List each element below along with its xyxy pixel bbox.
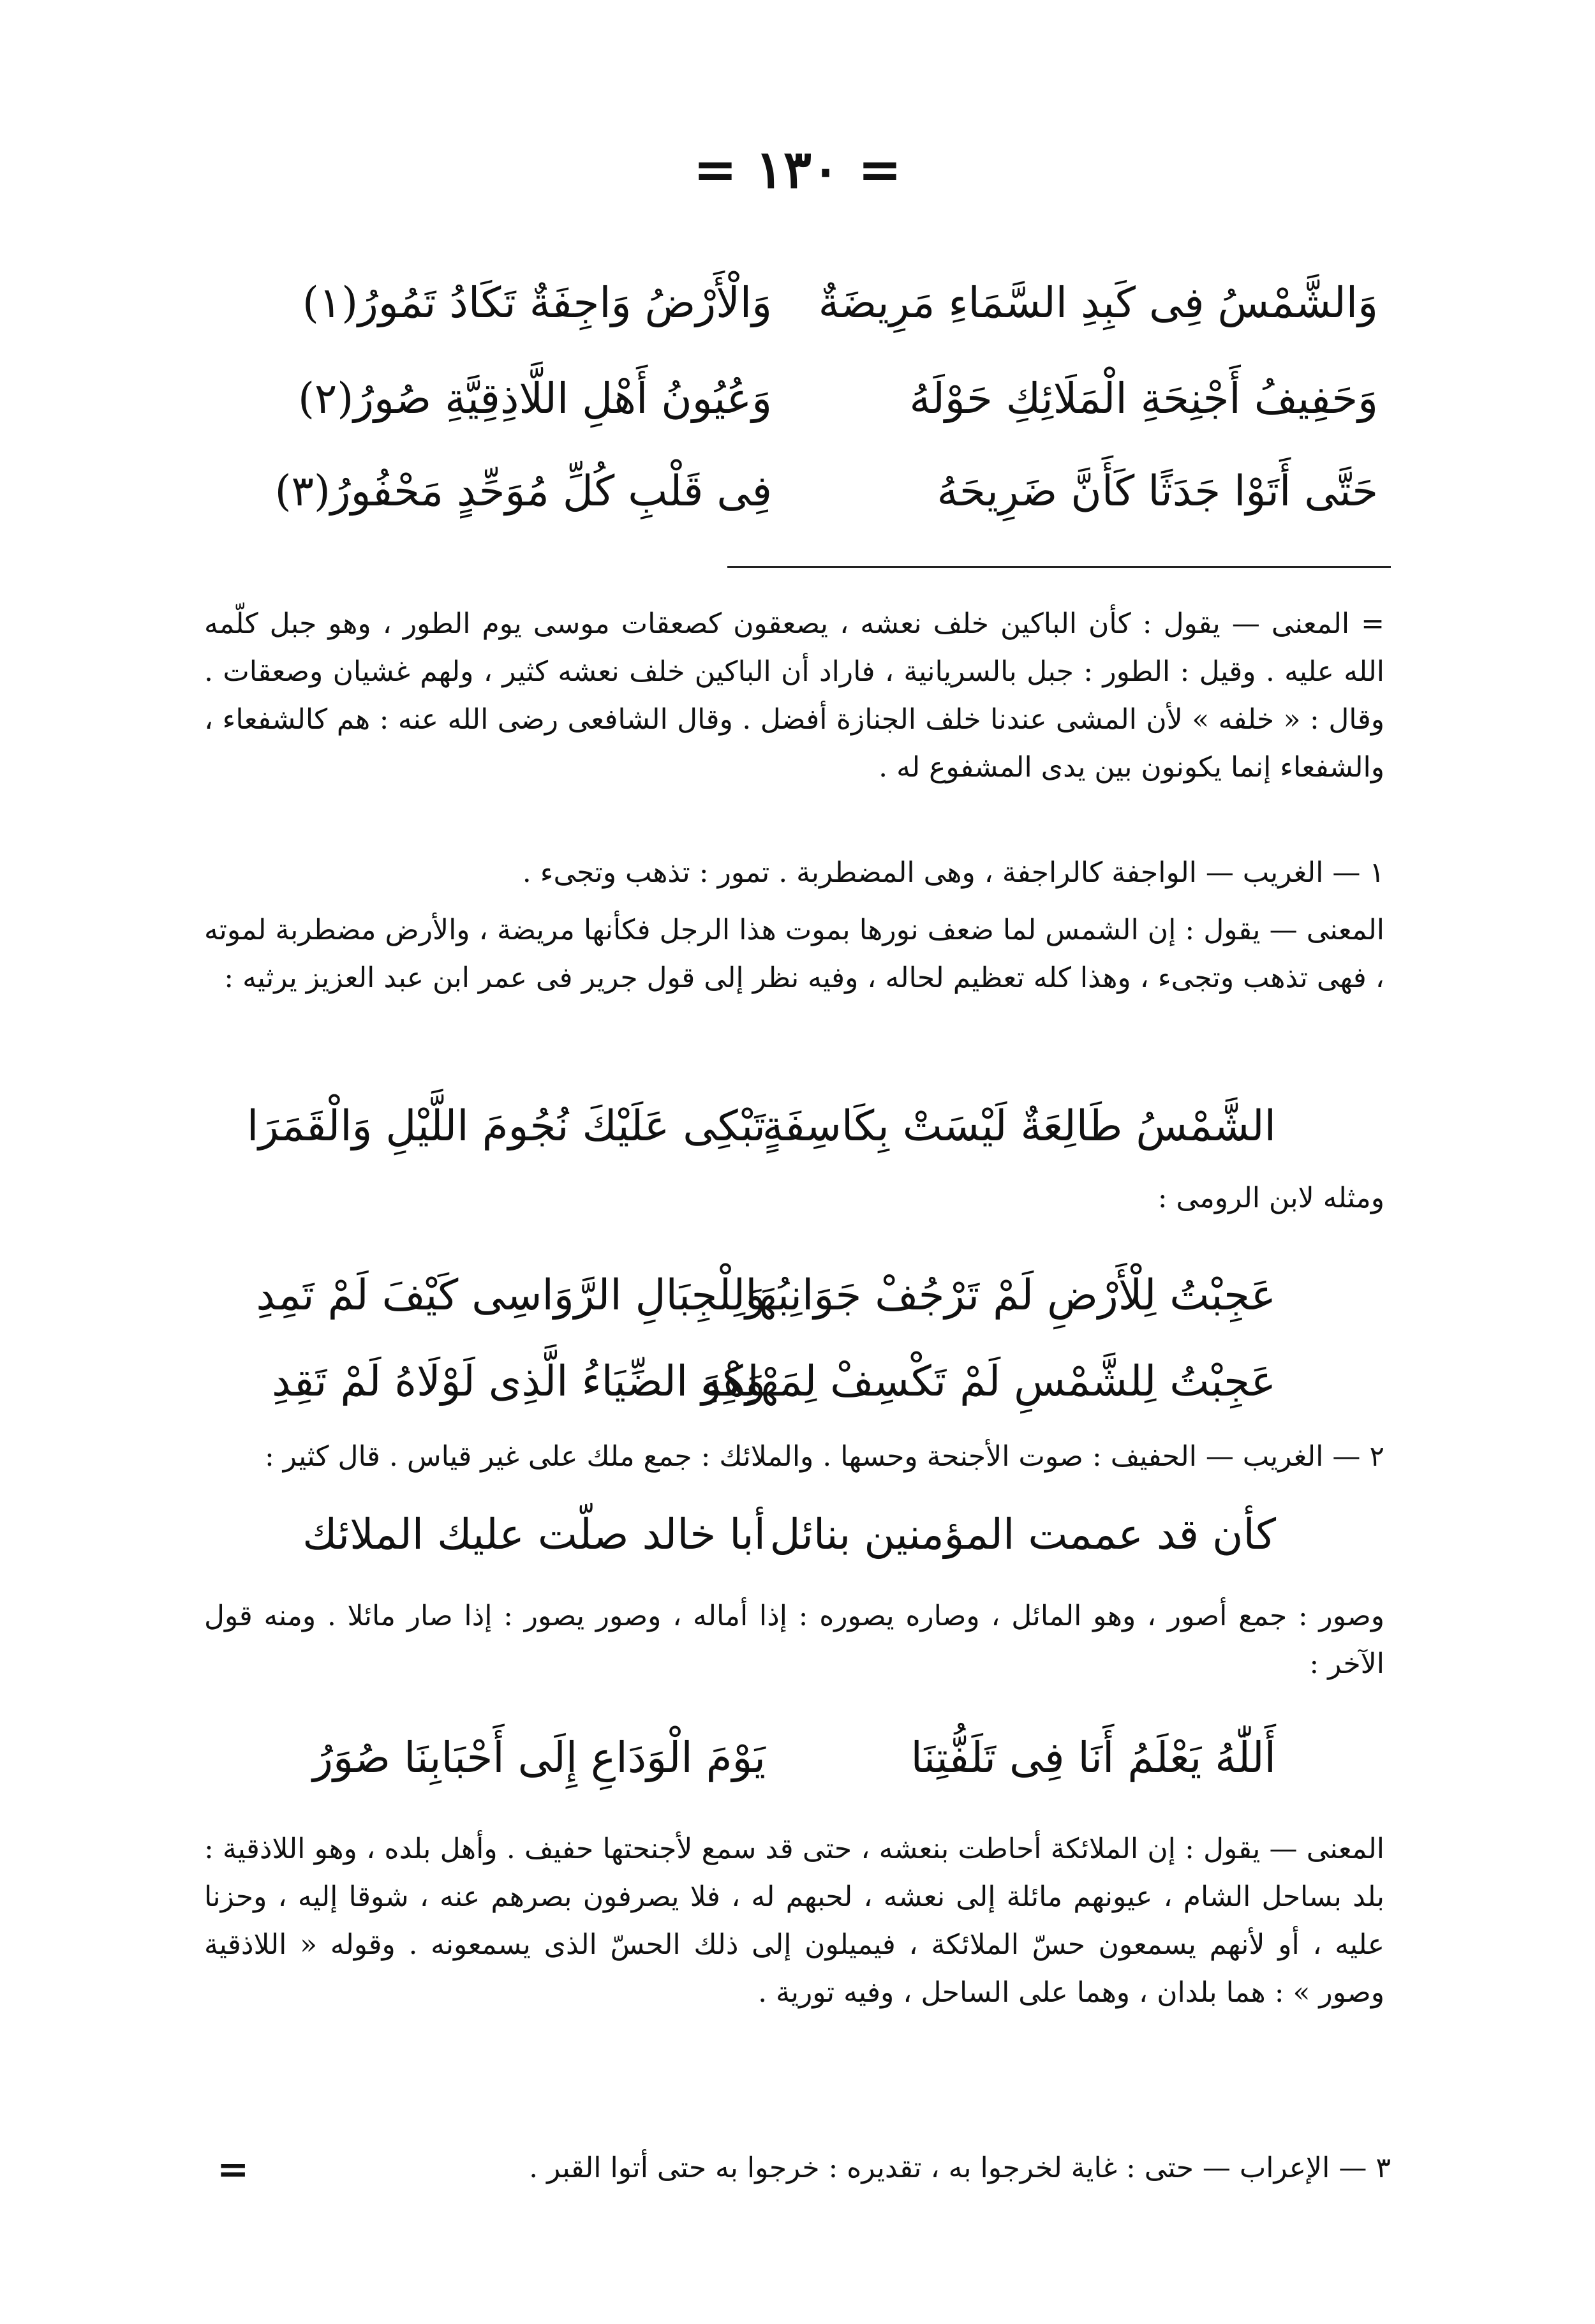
hemistich-second: تَبْكِى عَلَيْكَ نُجُومَ اللَّيْلِ وَالْقَمَرَا [246, 1101, 766, 1151]
hemistich-second: يَوْمَ الْوَدَاعِ إِلَى أَحْبَابِنَا صُوَرُ [313, 1733, 766, 1782]
hemistich-first: وَحَفِيفُ أَجْنِحَةِ الْمَلَائِكِ حَوْلَهُ [909, 374, 1378, 423]
hemistich-first: كأن قد عممت المؤمنين بنائل [769, 1510, 1276, 1559]
continuation-mark: = [217, 2147, 249, 2192]
poem-verse-3 [211, 456, 1378, 526]
hemistich-second: فِى قَلْبِ كُلِّ مُوَحِّدٍ مَحْفُورُ(٣) [274, 466, 772, 516]
hemistich-second: أبا خالد صلّت عليك الملائك [302, 1510, 766, 1559]
hemistich-second: وَلِلْجِبَالِ الرَّوَاسِى كَيْفَ لَمْ تَمِدِ [256, 1270, 766, 1320]
note-3-irab: ٣ — الإعراب — حتى : غاية لخرجوا به ، تقديره : خرجوا به حتى أتوا القبر . [529, 2152, 1391, 2184]
other-verse [313, 1723, 1276, 1793]
footnote-divider [727, 566, 1391, 568]
note-2-meaning: المعنى — يقول : إن الملائكة أحاطت بنعشه ، حتى قد سمع لأجنحتها حفيف . وأهل بلده ، وهو اللاذقية : بلد بساحل الشام ، عيونهم مائلة إلى نعشه ، لحبهم له ، فلا يصرفون بصرهم عنه ، شوقا إليه ، وحزنا عليه ، أو لأنهم يسمعون حسّ الملائكة ، فيميلون إلى ذلك الحسّ الذى يسمعونه . وقوله « اللاذقية وصور » : هما بلدان ، وهما على الساحل ، وفيه تورية . [204, 1833, 1385, 2009]
hemistich-first: الشَّمْسُ طَالِعَةٌ لَيْسَتْ بِكَاسِفَةٍ [762, 1101, 1276, 1151]
hemistich-second: وَالْأَرْضُ وَاجِفَةٌ تَكَادُ تَمُورُ(١) [302, 278, 772, 327]
note-2-gharib: ٢ — الغريب — الحفيف : صوت الأجنحة وحسها . والملائك : جمع ملك على غير قياس . قال كثير : [264, 1440, 1384, 1473]
hemistich-first: عَجِبْتُ لِلْأَرْضِ لَمْ تَرْجُفْ جَوَانِبُهَا [745, 1270, 1276, 1320]
jarir-verse [246, 1091, 1276, 1161]
commentary-paragraph: = المعنى — يقول : كأن الباكين خلف نعشه ، يصعقون كصعقات موسى يوم الطور ، وهو جبل كلّمه الله عليه . وقيل : الطور : جبل بالسريانية ، فاراد أن الباكين خلف نعشه كثير ، ولهم غشيان وصعقات . وقال : « خلفه » لأن المشى عندنا خلف الجنازة أفضل . وقال الشافعى رضى الله عنه : هم كالشفعاء ، والشفعاء إنما يكونون بين يدى المشفوع له . [204, 607, 1384, 784]
hemistich-second: وَهْوَ الضِّيَاءُ الَّذِى لَوْلَاهُ لَمْ تَقِدِ [271, 1357, 766, 1406]
hemistich-first: أَللّٰهُ يَعْلَمُ أَنَا فِى تَلَفُّتِنَا [910, 1733, 1276, 1782]
hemistich-second: وَعُيُونُ أَهْلِ اللَّاذِقِيَّةِ صُورُ(٢) [298, 374, 772, 423]
hemistich-first: وَالشَّمْسُ فِى كَبِدِ السَّمَاءِ مَرِيضَةٌ [818, 278, 1378, 327]
note-2-body: وصور : جمع أصور ، وهو المائل ، وصاره يصوره : إذا أماله ، وصور يصور : إذا صار مائلا . ومنه قول الآخر : [204, 1600, 1384, 1680]
ibn-rumi-verse-1 [256, 1260, 1276, 1330]
hemistich-first: حَتَّى أَتَوْا جَدَثًا كَأَنَّ ضَرِيحَهُ [937, 466, 1378, 516]
note-1-meaning: المعنى — يقول : إن الشمس لما ضعف نورها بموت هذا الرجل فكأنها مريضة ، والأرض مضطربة لموته ، فهى تذهب وتجىء ، وهذا كله تعظيم لحاله ، وفيه نظر إلى قول جرير فى عمر ابن عبد العزيز يرثيه : [204, 914, 1384, 994]
note-1-gharib: ١ — الغريب — الواجفة كالراجفة ، وهى المضطربة . تمور : تذهب وتجىء . [522, 856, 1384, 889]
ibn-rumi-verse-2 [271, 1346, 1276, 1417]
ibn-rumi-intro: ومثله لابن الرومى : [1157, 1182, 1384, 1214]
kuthayyir-verse [302, 1500, 1276, 1570]
poem-verse-1 [211, 268, 1378, 338]
page-number: = ١٣٠ = [693, 139, 902, 200]
hemistich-first: عَجِبْتُ لِلشَّمْسِ لَمْ تَكْسِفْ لِمَهْلِكِهِ [700, 1357, 1276, 1406]
poem-verse-2 [211, 364, 1378, 434]
